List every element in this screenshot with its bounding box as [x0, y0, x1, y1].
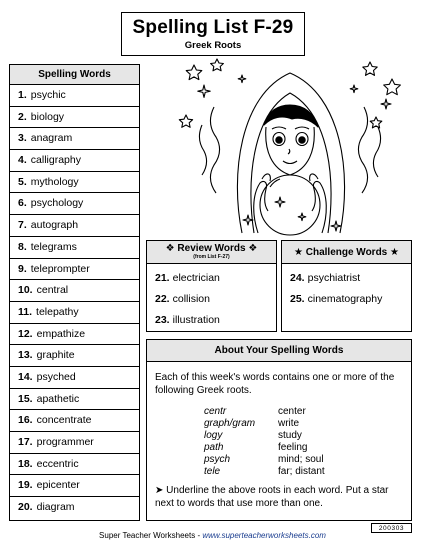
word-number: 14. — [18, 370, 33, 383]
list-item — [10, 259, 139, 281]
word-number: 21. — [155, 272, 170, 284]
root-text: centr — [204, 406, 227, 417]
list-item — [10, 324, 139, 346]
review-words-title: ❖ Review Words ❖ — [165, 243, 258, 254]
word-text: eccentric — [36, 457, 79, 470]
star-icon — [179, 115, 192, 127]
word-number: 8. — [18, 240, 27, 253]
list-item — [10, 193, 139, 215]
spelling-words-panel — [9, 64, 140, 521]
word-number: 12. — [18, 327, 33, 340]
word-number: 4. — [18, 154, 27, 167]
root-text: path — [204, 442, 224, 453]
spelling-words-header: Spelling Words — [10, 65, 139, 85]
list-item — [10, 302, 139, 324]
list-item — [10, 367, 139, 389]
sparkle-icon — [350, 85, 358, 93]
list-item — [155, 289, 276, 310]
word-text: psyched — [36, 370, 76, 383]
star-icon — [186, 65, 202, 80]
fortune-teller-illustration — [172, 55, 412, 240]
root-meaning: study — [278, 430, 302, 441]
list-item — [10, 85, 139, 107]
root-row — [204, 442, 411, 454]
list-item — [10, 280, 139, 302]
sparkle-icon — [298, 213, 306, 221]
footer-link[interactable]: www.superteacherworksheets.com — [202, 531, 326, 540]
root-text: tele — [204, 466, 221, 477]
list-item — [10, 215, 139, 237]
list-item — [10, 150, 139, 172]
review-words-panel — [146, 240, 277, 332]
star-icon — [370, 117, 382, 128]
list-item — [290, 268, 411, 289]
footer-prefix: Super Teacher Worksheets - — [99, 531, 203, 540]
page-subtitle: Greek Roots — [184, 40, 242, 51]
word-number: 2. — [18, 110, 27, 123]
list-item — [10, 454, 139, 476]
word-number: 23. — [155, 314, 170, 326]
list-item — [10, 107, 139, 129]
page-title: Spelling List F-29 — [132, 17, 294, 38]
review-words-subtitle: (from List F-27) — [193, 254, 230, 260]
word-number: 9. — [18, 262, 27, 275]
list-item — [10, 497, 139, 519]
sparkle-icon — [331, 221, 341, 231]
word-text: apathetic — [36, 392, 80, 405]
word-text: calligraphy — [30, 154, 81, 167]
about-instruction: ➤ Underline the above roots in each word. Put a star next to words that use more than one. — [155, 485, 389, 509]
word-text: autograph — [30, 219, 79, 232]
star-icon — [211, 59, 224, 71]
root-meaning: feeling — [278, 442, 308, 453]
root-row — [204, 430, 411, 442]
word-number: 7. — [18, 219, 27, 232]
challenge-words-list — [282, 264, 411, 310]
title-box — [121, 12, 305, 56]
list-item — [155, 268, 276, 289]
review-words-list — [147, 264, 276, 331]
sparkle-icon — [381, 99, 391, 109]
about-panel — [146, 339, 412, 521]
word-number: 10. — [18, 284, 33, 297]
root-row — [204, 406, 411, 418]
word-text: psychiatrist — [307, 272, 361, 284]
word-number: 20. — [18, 501, 33, 514]
star-icon — [363, 62, 377, 75]
footer — [0, 531, 425, 540]
root-text: logy — [204, 430, 223, 441]
word-text: empathize — [36, 327, 86, 340]
word-number: 24. — [290, 272, 305, 284]
word-text: teleprompter — [30, 262, 90, 275]
word-text: psychic — [30, 89, 66, 101]
word-text: telepathy — [36, 305, 79, 318]
word-number: 3. — [18, 132, 27, 145]
word-number: 6. — [18, 197, 27, 210]
sparkle-icon — [238, 75, 246, 83]
root-meaning: center — [278, 406, 306, 417]
root-row — [204, 466, 411, 478]
star-icon — [384, 79, 401, 95]
word-number: 25. — [290, 293, 305, 305]
worksheet-code: 200303 — [371, 523, 412, 533]
list-item — [155, 310, 276, 331]
challenge-words-panel — [281, 240, 412, 332]
word-number: 13. — [18, 349, 33, 362]
root-meaning: write — [278, 418, 300, 429]
root-row — [204, 418, 411, 430]
word-text: telegrams — [30, 240, 77, 253]
challenge-words-title: ★ Challenge Words ★ — [294, 247, 399, 258]
about-header: About Your Spelling Words — [147, 340, 411, 362]
word-number: 5. — [18, 175, 27, 188]
list-item — [10, 410, 139, 432]
word-number: 11. — [18, 305, 33, 318]
root-text: psych — [204, 454, 231, 465]
word-text: central — [36, 284, 69, 297]
list-item — [290, 289, 411, 310]
word-number: 15. — [18, 392, 33, 405]
review-words-header — [147, 241, 276, 264]
word-number: 17. — [18, 436, 33, 448]
list-item — [10, 345, 139, 367]
list-item — [10, 432, 139, 454]
list-item — [10, 237, 139, 259]
word-number: 19. — [18, 479, 33, 492]
word-text: programmer — [36, 436, 94, 448]
word-text: diagram — [36, 501, 75, 514]
root-row — [204, 454, 411, 466]
root-meaning: mind; soul — [278, 454, 324, 465]
word-text: biology — [30, 110, 65, 123]
spelling-words-list — [10, 85, 139, 519]
list-item — [10, 389, 139, 411]
sparkle-icon — [198, 85, 210, 97]
about-intro: Each of this week's words contains one or more of the following Greek roots. — [155, 372, 395, 396]
word-text: psychology — [30, 197, 84, 210]
root-text: graph/gram — [204, 418, 256, 429]
word-text: graphite — [36, 349, 75, 362]
word-text: concentrate — [36, 414, 92, 427]
word-text: anagram — [30, 132, 73, 145]
list-item — [10, 475, 139, 497]
roots-list — [204, 406, 411, 478]
challenge-words-header — [282, 241, 411, 264]
word-number: 1. — [18, 89, 27, 101]
word-text: cinematography — [307, 293, 383, 305]
word-text: mythology — [30, 175, 79, 188]
list-item — [10, 128, 139, 150]
sparkle-icon — [275, 197, 285, 207]
word-number: 22. — [155, 293, 170, 305]
word-number: 16. — [18, 414, 33, 427]
word-text: illustration — [172, 314, 220, 326]
word-text: electrician — [172, 272, 220, 284]
root-meaning: far; distant — [278, 466, 325, 477]
word-text: collision — [172, 293, 210, 305]
word-number: 18. — [18, 457, 33, 470]
list-item — [10, 172, 139, 194]
word-text: epicenter — [36, 479, 80, 492]
